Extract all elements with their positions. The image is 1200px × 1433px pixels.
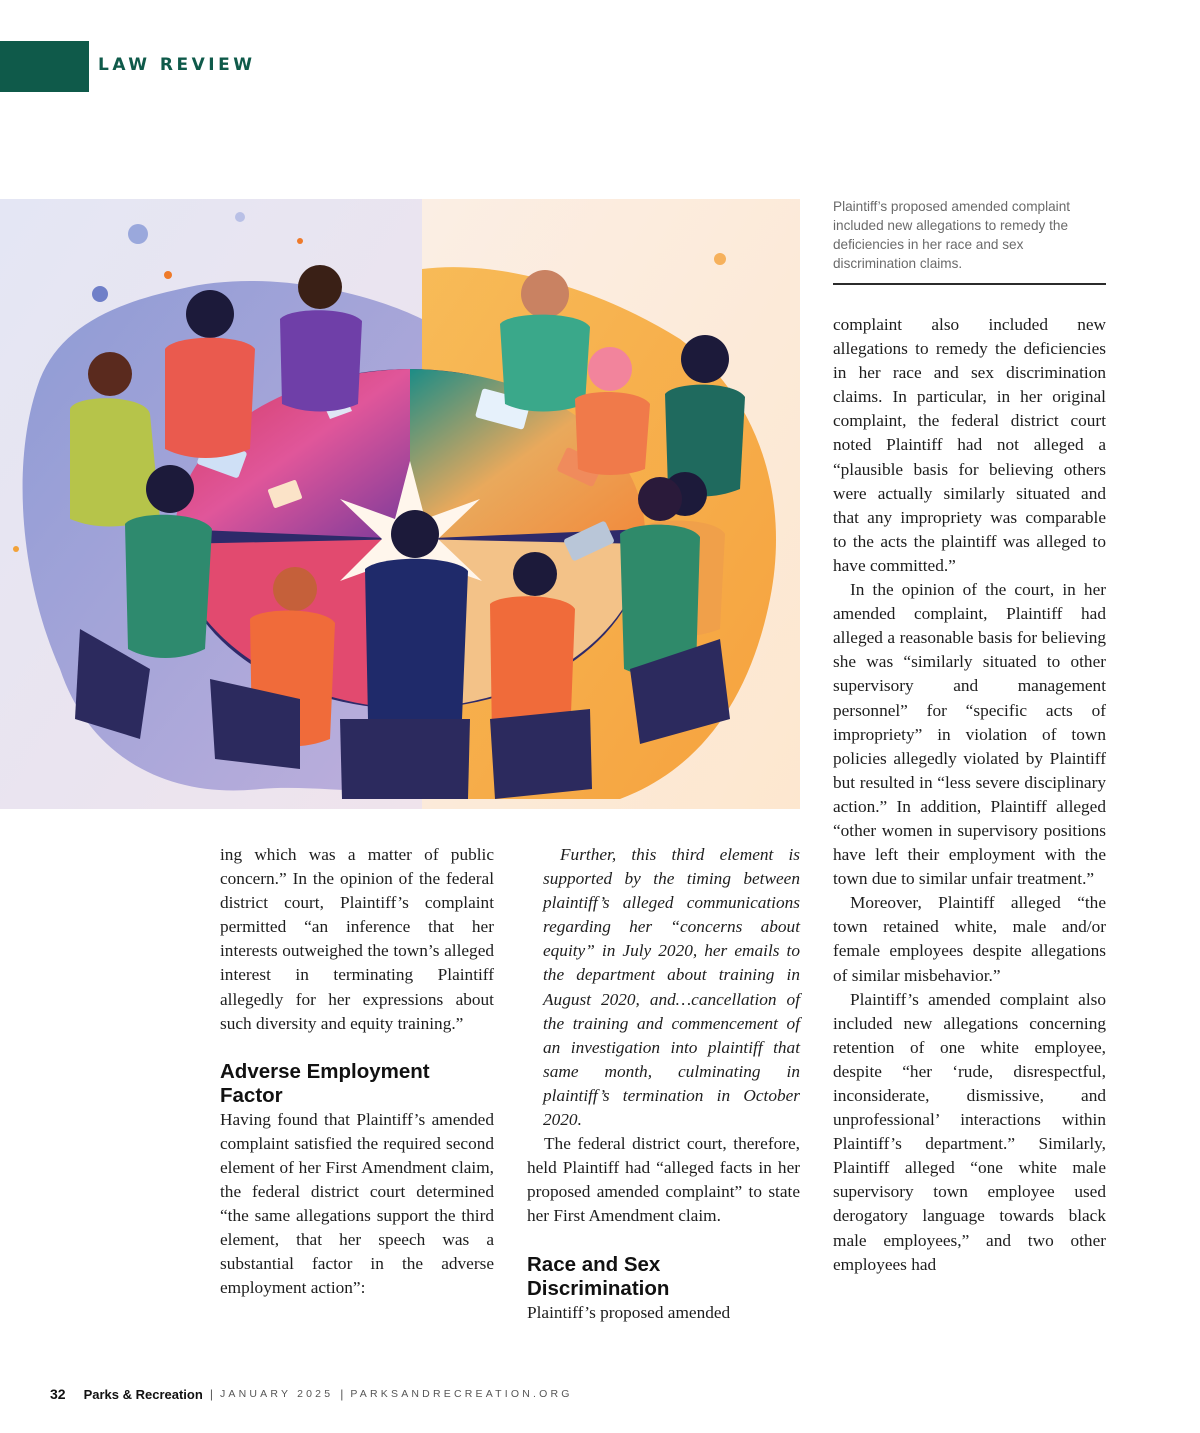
caption-divider (833, 283, 1106, 285)
image-caption: Plaintiff’s proposed amended complaint included new allegations to remedy the deficiencies in her race and sex discrimination claims. (833, 199, 1071, 271)
section-color-bar (0, 41, 89, 92)
article-illustration (0, 199, 800, 809)
body-paragraph: The federal district court, therefore, held Plaintiff had “alleged facts in her proposed amended complaint” to state her First Amendment claim. (527, 1134, 800, 1226)
article-column-3 (833, 313, 1106, 1277)
body-paragraph: In the opinion of the court, in her amended complaint, Plaintiff had alleged a reasonable basis for believing she was “similarly situated to other supervisory and management personnel” for “specific acts of impropriety” in violation of town policies allegedly violated by Plaintiff but resulted in “less severe disciplinary action.” In addition, Plaintiff alleged “other women in supervisory positions have left their employment with the town due to similar unfair treatment.” (833, 580, 1106, 889)
body-paragraph: Plaintiff’s amended complaint also included new allegations concerning retention of one white employee, despite “her ‘rude, disrespectful, inconsiderate, dismissive, and unprofessional’ interactions within Plaintiff’s department.” Similarly, Plaintiff alleged “one white male supervisory town employee used derogatory language towards black male employees,” and two other employees had (833, 989, 1106, 1274)
article-column-2 (527, 843, 800, 1325)
page-footer (50, 1384, 573, 1404)
body-paragraph: ing which was a matter of public concern.” In the opinion of the federal district court, Plaintiff’s complaint permitted “an inference that her interests outweighed the town’s alleged interest in terminating Plaintiff allegedly for her expressions about such diversity and equity training.” (220, 845, 494, 1033)
body-paragraph: complaint also included new allegations to remedy the deficiencies in her race and sex discrimination claims. In particular, in her original complaint, the federal district court noted Plaintiff had not alleged a “plausible basis for believing others were actually similarly situated and that any impropriety was comparable to the acts the plaintiff was alleged to have committed.” (833, 315, 1106, 575)
subhead-race-and-sex-discrimination: Race and Sex Discrimination (527, 1252, 670, 1300)
magazine-title: Parks & Recreation (83, 1386, 203, 1402)
body-paragraph: Having found that Plaintiff’s amended complaint satisfied the required second element of her First Amendment claim, the federal district court determined “the same allegations support the third element, that her speech was a substantial factor in the adverse employment action”: (220, 1109, 494, 1298)
body-paragraph: Moreover, Plaintiff alleged “the town retained white, male and/or female employees despite allegations of similar misbehavior.” (833, 893, 1106, 985)
page-number: 32 (50, 1386, 66, 1402)
block-quote (527, 843, 800, 1132)
article-column-1 (220, 843, 494, 1301)
footer-separator: | (209, 1387, 213, 1401)
quote-text: Further, this third element is supported by the timing between plaintiff’s alleged communications regarding her “concerns about equity” in July 2020, her emails to the department about training in August 2020, and…cancellation of the training and commencement of an investigation into plaintiff that same month, culminating in plaintiff’s termination in October 2020. (543, 845, 800, 1130)
body-paragraph: Plaintiff’s proposed amended (527, 1302, 731, 1322)
issue-date: JANUARY 2025 (219, 1388, 334, 1400)
section-label: LAW REVIEW (98, 55, 256, 75)
people-round-table-illustration (0, 199, 800, 809)
footer-separator: | (340, 1387, 344, 1401)
website-link[interactable]: PARKSANDRECREATION.ORG (350, 1388, 573, 1400)
subhead-adverse-employment-factor: Adverse Employment Factor (220, 1059, 430, 1107)
